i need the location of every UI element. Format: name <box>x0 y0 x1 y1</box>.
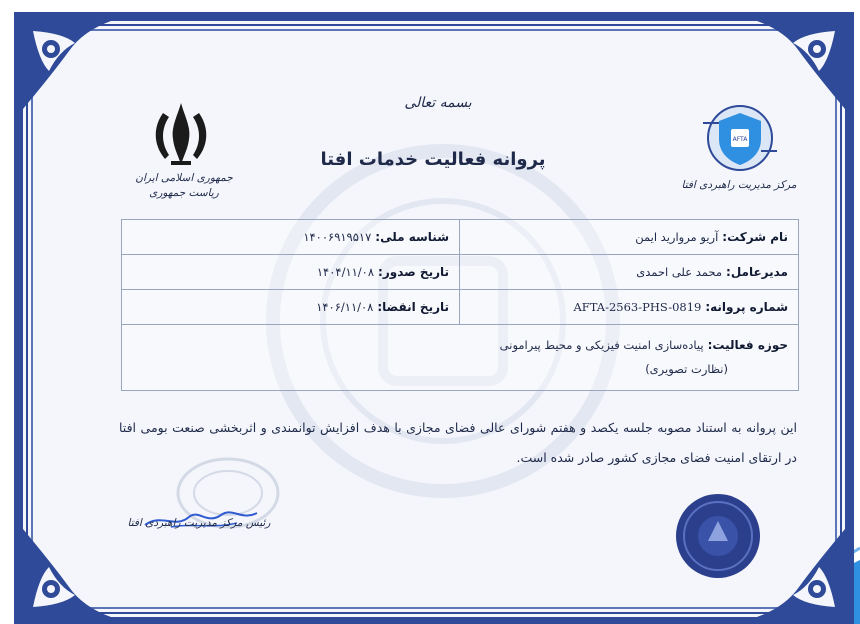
row-divider <box>122 324 798 325</box>
expiry-date-label: تاریخ انقضا: <box>377 300 449 314</box>
page-title: پروانه فعالیت خدمات افتا <box>320 149 546 170</box>
national-id-value: ۱۴۰۰۶۹۱۹۵۱۷ <box>303 230 372 244</box>
corner-ornament-icon <box>23 529 111 617</box>
corner-ornament-icon <box>757 529 845 617</box>
activity-line <box>132 338 788 352</box>
table-row <box>122 220 798 254</box>
manager-value: محمد علی احمدی <box>636 265 723 279</box>
license-statement: این پروانه به استناد مصوبه جلسه یکصد و هفتم شورای عالی فضای مجازی با هدف افزایش توانمندی و اثربخشی صنعت بومی افتا در ارتقای امنیت فضای مجازی کشور صادر شده است. <box>119 420 797 465</box>
table-row <box>122 290 798 324</box>
activity-value: پیاده‌سازی امنیت فیزیکی و محیط پیرامونی <box>499 338 704 352</box>
license-no-cell <box>460 290 798 324</box>
expiry-date-value: ۱۴۰۶/۱۱/۰۸ <box>316 300 374 314</box>
expiry-date-cell <box>122 290 460 324</box>
issue-date-label: تاریخ صدور: <box>378 265 449 279</box>
license-no-label: شماره پروانه: <box>705 300 788 314</box>
company-cell <box>460 220 798 254</box>
signature-caption: رئیس مرکز مدیریت راهبردی افتا <box>127 517 271 529</box>
manager-label: مدیرعامل: <box>726 265 788 279</box>
issuer-left-line: ریاست جمهوری <box>149 187 219 199</box>
official-stamp-icon <box>673 491 763 581</box>
issuer-left-line: جمهوری اسلامی ایران <box>135 172 233 184</box>
license-no-value: AFTA-2563-PHS-0819 <box>573 300 702 314</box>
corner-ornament-icon <box>757 21 845 109</box>
corner-ornament-icon <box>23 21 111 109</box>
company-value: آریو مروارید ایمن <box>635 230 719 244</box>
activity-label: حوزه فعالیت: <box>707 338 788 352</box>
activity-field <box>132 338 788 376</box>
issuer-right: مرکز مدیریت راهبردی افتا <box>681 179 797 191</box>
activity-sub: (نظارت تصویری) <box>645 362 728 376</box>
issue-date-cell <box>122 255 460 289</box>
license-info-table <box>121 219 799 391</box>
issuer-left <box>119 171 249 201</box>
national-id-cell <box>122 220 460 254</box>
basmala-heading: بسمه تعالی <box>404 95 472 111</box>
afta-logo-text: AFTA <box>732 136 748 143</box>
national-id-label: شناسه ملی: <box>375 230 449 244</box>
manager-cell <box>460 255 798 289</box>
afta-logo-icon <box>695 103 785 173</box>
table-row <box>122 255 798 289</box>
certificate-sheet <box>14 12 854 624</box>
issue-date-value: ۱۴۰۴/۱۱/۰۸ <box>316 265 375 279</box>
iran-emblem-icon <box>141 99 221 169</box>
company-label: نام شرکت: <box>722 230 788 244</box>
